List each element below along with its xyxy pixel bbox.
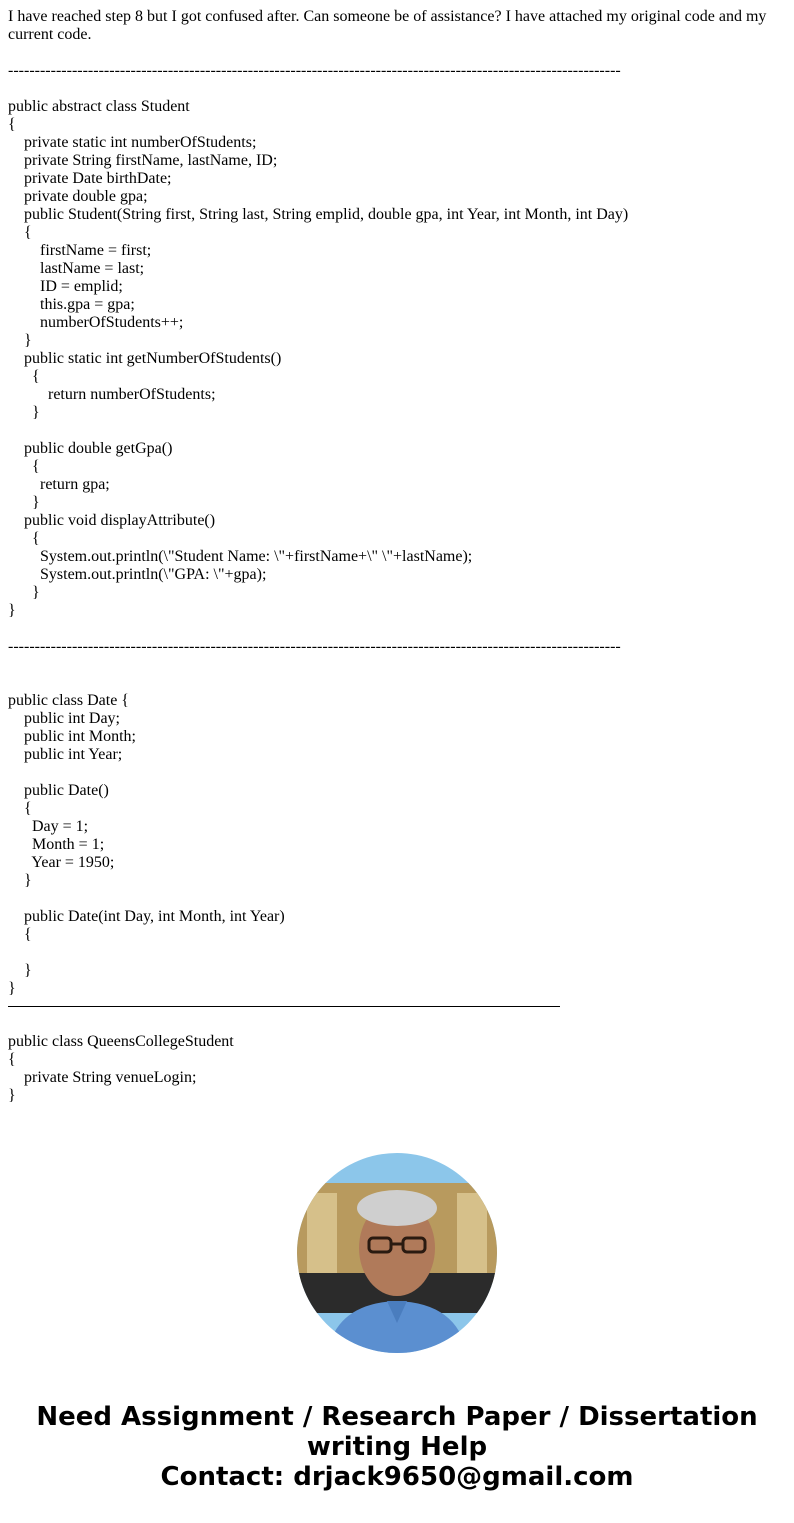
code-line: public abstract class Student [8,98,190,115]
code-line: private Date birthDate; [8,170,172,187]
code-line: lastName = last; [8,260,145,277]
code-line: { [8,224,32,241]
code-line: } [8,980,16,997]
code-line: public double getGpa() [8,440,173,457]
code-line: public int Year; [8,746,123,763]
code-line: } [8,1087,16,1104]
code-line: { [8,1051,16,1068]
code-line: ID = emplid; [8,278,123,295]
code-line: public static int getNumberOfStudents() [8,350,282,367]
code-line: numberOfStudents++; [8,314,184,331]
code-line: { [8,926,32,943]
code-line: { [8,530,40,547]
code-line: public int Month; [8,728,136,745]
code-line: public class Date { [8,692,129,709]
code-line: } [8,332,32,349]
code-line: } [8,404,40,421]
code-line: firstName = first; [8,242,152,259]
date-class-code [8,692,786,998]
footer-contact-text: Contact: drjack9650@gmail.com [160,1462,634,1492]
code-line: return numberOfStudents; [8,386,216,403]
code-line: public Date(int Day, int Month, int Year) [8,908,285,925]
code-line: public Date() [8,782,109,799]
code-line [8,890,786,908]
code-line: this.gpa = gpa; [8,296,135,313]
code-line: Day = 1; [8,818,89,835]
code-line: private double gpa; [8,188,148,205]
code-line: private static int numberOfStudents; [8,134,257,151]
code-line: private String venueLogin; [8,1069,197,1086]
question-text: I have reached step 8 but I got confused after. Can someone be of assistance? I have attached my original code and my current code. [8,8,767,43]
code-line: System.out.println(\"GPA: \"+gpa); [8,566,267,583]
code-line: public void displayAttribute() [8,512,216,529]
code-line: return gpa; [8,476,110,493]
code-line: { [8,458,40,475]
code-line: { [8,116,16,133]
student-class-code [8,98,786,620]
author-avatar [297,1153,497,1353]
code-line: } [8,494,40,511]
code-line: public int Day; [8,710,120,727]
code-line: public class QueensCollegeStudent [8,1033,234,1050]
code-line: Month = 1; [8,836,105,853]
code-line: } [8,584,40,601]
code-line: private String firstName, lastName, ID; [8,152,278,169]
code-line: public Student(String first, String last, String emplid, double gpa, int Year, int Month, int Day) [8,206,629,223]
dash-separator-1: ------------------------------------------------------------------------------------------------------------------- [8,62,621,79]
code-line: } [8,962,32,979]
dash-separator-2: ------------------------------------------------------------------------------------------------------------------- [8,638,621,655]
horizontal-rule [8,1006,560,1007]
avatar-photo-icon [297,1153,497,1353]
code-line: Year = 1950; [8,854,115,871]
footer-banner [0,1402,794,1492]
code-line: { [8,368,40,385]
post-content [8,8,786,1105]
code-line: } [8,602,16,619]
footer-help-text: Need Assignment / Research Paper / Dissertation writing Help [36,1402,758,1462]
code-line: System.out.println(\"Student Name: \"+firstName+\" \"+lastName); [8,548,473,565]
queens-college-student-code [8,1033,786,1105]
code-line [8,422,786,440]
code-line [8,764,786,782]
code-line: { [8,800,32,817]
code-line: } [8,872,32,889]
code-line [8,944,786,962]
